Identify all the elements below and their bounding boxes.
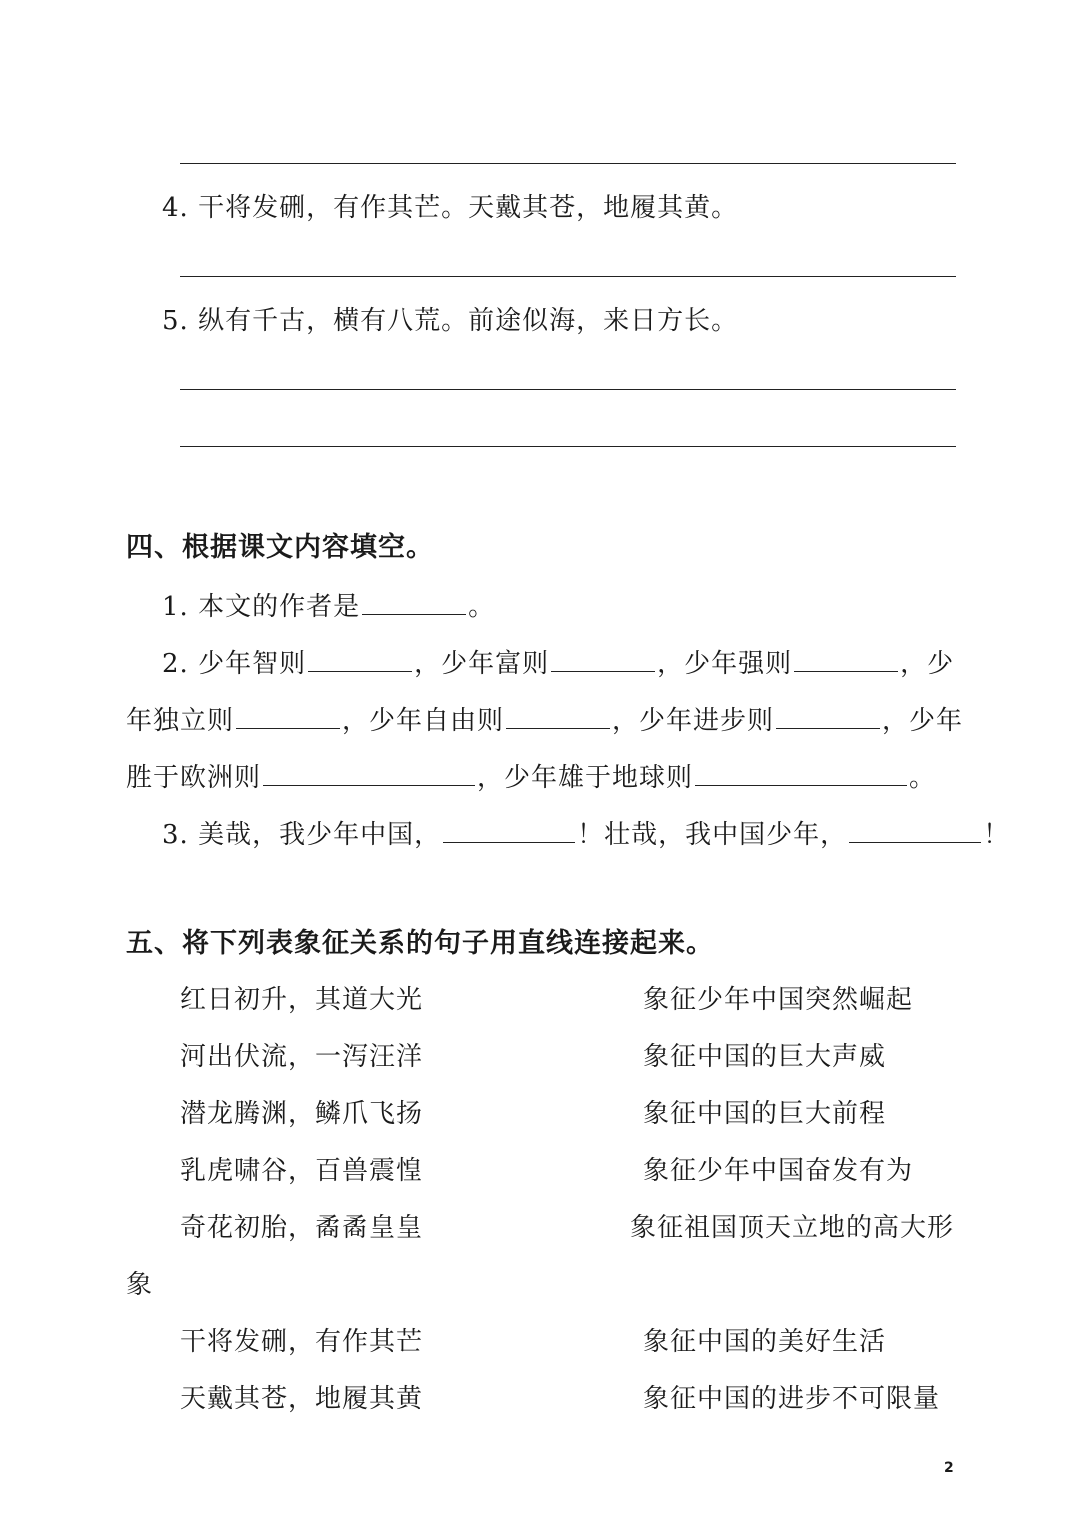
question-2-text: 。	[909, 763, 937, 793]
right-phrase-wrap: 象	[126, 1270, 154, 1300]
answer-line[interactable]	[180, 276, 956, 277]
question-2-text: ，少年自由则	[342, 706, 505, 736]
right-phrase[interactable]: 象征中国的巨大声威	[643, 1042, 887, 1072]
left-phrase[interactable]: 天戴其苍，地履其黄	[180, 1384, 424, 1414]
right-phrase[interactable]: 象征少年中国突然崛起	[643, 985, 914, 1015]
question-1-text: 1. 本文的作者是	[162, 592, 361, 622]
right-phrase[interactable]: 象征中国的美好生活	[643, 1327, 887, 1357]
section-5-heading: 五、将下列表象征关系的句子用直线连接起来。	[126, 928, 714, 959]
fill-blank[interactable]	[794, 643, 898, 672]
question-2-text: 2. 少年智则	[162, 649, 307, 679]
left-phrase[interactable]: 乳虎啸谷，百兽震惶	[180, 1156, 424, 1186]
question-3-text: ！	[983, 820, 1011, 850]
fill-blank[interactable]	[362, 586, 466, 615]
right-phrase[interactable]: 象征中国的巨大前程	[643, 1099, 887, 1129]
fill-blank[interactable]	[263, 757, 475, 786]
question-2-line-2	[126, 700, 963, 739]
item-4-text: 4. 干将发硎，有作其芒。天戴其苍，地履其黄。	[162, 193, 739, 223]
right-phrase[interactable]: 象征少年中国奋发有为	[643, 1156, 914, 1186]
left-phrase[interactable]: 河出伏流，一泻汪洋	[180, 1042, 424, 1072]
question-1-end: 。	[468, 592, 496, 622]
question-2-text: ，少年进步则	[612, 706, 775, 736]
question-2-text: ，少	[900, 649, 955, 679]
fill-blank[interactable]	[776, 700, 880, 729]
question-3	[162, 814, 1010, 853]
question-2-text: 年独立则	[126, 706, 235, 736]
question-3-text: ！壮哉，我中国少年，	[577, 820, 848, 850]
question-2-text: ，少年富则	[414, 649, 550, 679]
answer-line[interactable]	[180, 446, 956, 447]
right-phrase[interactable]: 象征中国的进步不可限量	[643, 1384, 941, 1414]
question-2-text: ，少年强则	[657, 649, 793, 679]
question-2-line-3	[126, 757, 936, 796]
question-2-text: ，少年雄于地球则	[477, 763, 694, 793]
section-4-heading: 四、根据课文内容填空。	[126, 532, 434, 563]
page-number: 2	[944, 1460, 954, 1476]
left-phrase[interactable]: 干将发硎，有作其芒	[180, 1327, 424, 1357]
answer-line[interactable]	[180, 389, 956, 390]
fill-blank[interactable]	[506, 700, 610, 729]
answer-line[interactable]	[180, 163, 956, 164]
item-5-text: 5. 纵有千古，横有八荒。前途似海，来日方长。	[162, 306, 739, 336]
question-2-text: 胜于欧洲则	[126, 763, 262, 793]
question-2-line-1	[162, 643, 954, 682]
question-2-text: ，少年	[882, 706, 964, 736]
fill-blank[interactable]	[308, 643, 412, 672]
question-1	[162, 586, 495, 625]
left-phrase[interactable]: 奇花初胎，矞矞皇皇	[180, 1213, 424, 1243]
left-phrase[interactable]: 红日初升，其道大光	[180, 985, 424, 1015]
fill-blank[interactable]	[695, 757, 907, 786]
right-phrase[interactable]: 象征祖国顶天立地的高大形	[630, 1213, 955, 1243]
fill-blank[interactable]	[236, 700, 340, 729]
fill-blank[interactable]	[551, 643, 655, 672]
question-3-text: 3. 美哉，我少年中国，	[162, 820, 442, 850]
fill-blank[interactable]	[849, 814, 981, 843]
fill-blank[interactable]	[443, 814, 575, 843]
left-phrase[interactable]: 潜龙腾渊，鳞爪飞扬	[180, 1099, 424, 1129]
